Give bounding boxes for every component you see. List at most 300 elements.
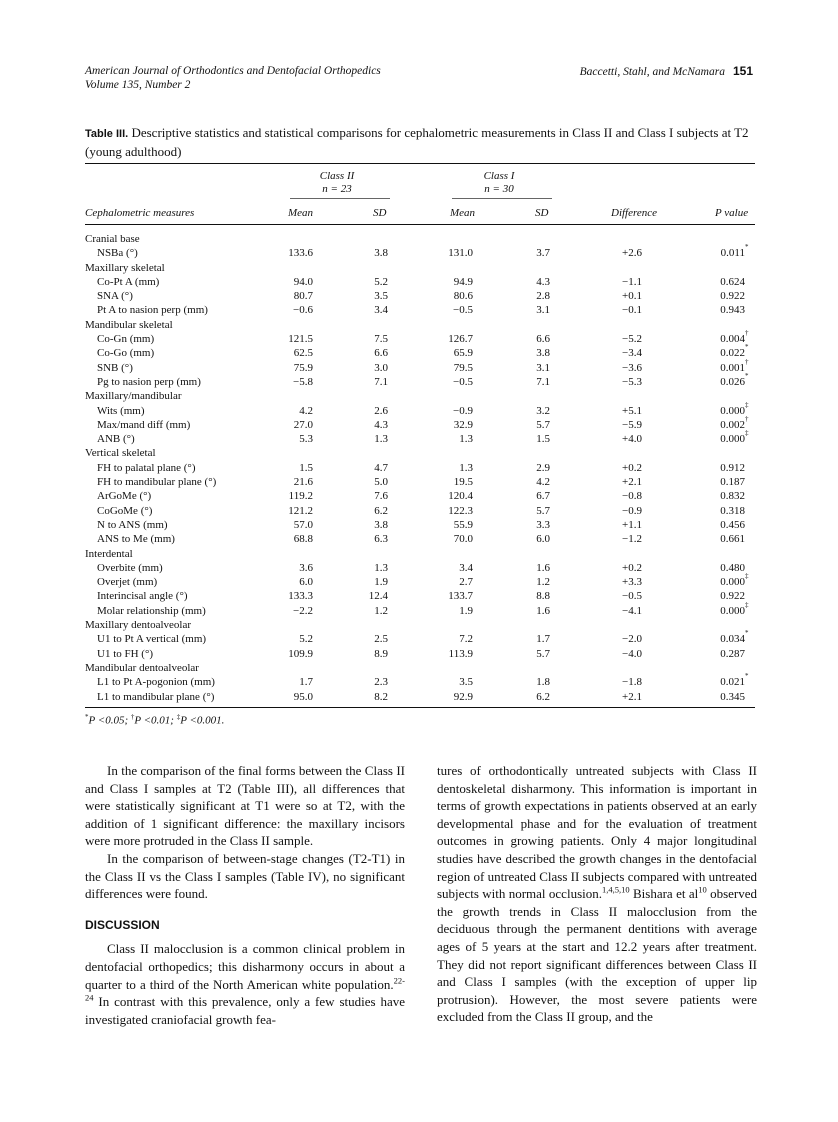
footnote-symbol: * xyxy=(85,713,89,721)
p-value: 0.000 xyxy=(720,604,745,617)
table-caption-text: Descriptive statistics and statistical comparisons for cephalometric measurements in Class II and Class I subjects at T2 (young adulthood) xyxy=(85,125,749,159)
significance-mark: ‡ xyxy=(745,400,749,409)
class-ii-sd-cell: 3.0 xyxy=(374,361,388,374)
citation: 22-24 xyxy=(85,975,405,1003)
class-ii-sd-cell: 7.1 xyxy=(374,375,388,388)
class-i-mean-cell: −0.9 xyxy=(453,404,473,417)
class-i-mean-cell: 3.5 xyxy=(459,676,473,689)
difference-cell: −4.0 xyxy=(622,647,642,660)
p-value: 0.034 xyxy=(720,633,745,646)
paragraph xyxy=(437,762,757,1026)
class-ii-sd-cell: 7.6 xyxy=(374,490,388,503)
paragraph: In the comparison of between-stage changes (T2-T1) in the Class II vs the Class I samples (Table IV), no significant differences were found. xyxy=(85,850,405,902)
class-ii-mean-cell: 21.6 xyxy=(293,476,313,489)
p-value: 0.912 xyxy=(720,461,745,474)
text: Class II malocclusion is a common clinical problem in dentofacial orthopedics; this disharmony occurs in about a quarter to a third of the North American white population. xyxy=(85,941,405,992)
significance-mark: † xyxy=(745,329,749,338)
section-label: Maxillary/mandibular xyxy=(85,390,182,403)
section-label: Mandibular skeletal xyxy=(85,318,173,331)
class-ii-sd-cell: 2.5 xyxy=(374,633,388,646)
class-ii-sd-cell: 2.3 xyxy=(374,676,388,689)
footnote-text: P <0.001. xyxy=(180,714,225,727)
difference-cell: +3.3 xyxy=(622,576,642,589)
difference-cell: +5.1 xyxy=(622,404,642,417)
col-header-sd: SD xyxy=(535,207,549,219)
p-value: 0.000 xyxy=(720,576,745,589)
difference-cell: −2.0 xyxy=(622,633,642,646)
difference-cell: +2.6 xyxy=(622,247,642,260)
measure-label: Co-Gn (mm) xyxy=(97,333,155,346)
p-value-cell xyxy=(720,275,745,289)
p-value-cell xyxy=(720,572,749,589)
p-value: 0.026 xyxy=(720,375,745,388)
class-ii-sd-cell: 1.9 xyxy=(374,576,388,589)
group-n: n = 30 xyxy=(484,183,514,195)
difference-cell: −5.3 xyxy=(622,375,642,388)
group-name: Class II xyxy=(319,170,355,182)
measure-label: L1 to mandibular plane (°) xyxy=(97,690,215,703)
p-value: 0.318 xyxy=(720,504,745,517)
class-ii-mean-cell: −5.8 xyxy=(293,375,313,388)
class-i-sd-cell: 6.2 xyxy=(536,690,550,703)
authors: Baccetti, Stahl, and McNamara xyxy=(579,66,725,78)
measure-label: Max/mand diff (mm) xyxy=(97,418,191,431)
class-i-mean-cell: 70.0 xyxy=(453,533,473,546)
class-i-mean-cell: 55.9 xyxy=(453,518,473,531)
p-value-cell xyxy=(720,561,745,575)
difference-cell: +4.0 xyxy=(622,433,642,446)
class-i-mean-cell: 2.7 xyxy=(459,576,473,589)
p-value: 0.021 xyxy=(720,676,745,689)
text: In contrast with this prevalence, only a few studies have investigated craniofacial growth fea- xyxy=(85,994,405,1027)
p-value: 0.922 xyxy=(720,290,745,303)
measure-label: ANB (°) xyxy=(97,433,135,446)
class-ii-mean-cell: 75.9 xyxy=(293,361,313,374)
class-i-sd-cell: 1.8 xyxy=(536,676,550,689)
class-ii-sd-cell: 4.3 xyxy=(374,418,388,431)
class-ii-sd-cell: 3.4 xyxy=(374,304,388,317)
col-header-mean: Mean xyxy=(450,207,476,219)
p-value: 0.922 xyxy=(720,590,745,603)
difference-cell: −3.4 xyxy=(622,347,642,360)
footnote-symbol: ‡ xyxy=(176,713,181,721)
significance-mark: † xyxy=(745,414,749,423)
p-value: 0.661 xyxy=(720,533,745,546)
measure-label: SNB (°) xyxy=(97,361,133,374)
class-i-mean-cell: −0.5 xyxy=(453,304,473,317)
text: Bishara et al xyxy=(629,886,699,902)
significance-mark: ‡ xyxy=(745,572,749,581)
table-row xyxy=(85,357,755,375)
p-value-cell xyxy=(720,461,745,475)
p-value-cell xyxy=(720,489,745,503)
class-i-mean-cell: 122.3 xyxy=(448,504,473,517)
class-i-sd-cell: 5.7 xyxy=(536,504,550,517)
significance-mark: ‡ xyxy=(745,600,749,609)
class-ii-mean-cell: 1.7 xyxy=(299,676,313,689)
p-value: 0.011 xyxy=(720,247,745,260)
p-value-cell xyxy=(720,518,745,532)
group-name: Class I xyxy=(483,170,515,182)
class-i-mean-cell: 3.4 xyxy=(459,561,473,574)
class-ii-mean-cell: −2.2 xyxy=(293,604,313,617)
class-i-mean-cell: 120.4 xyxy=(448,490,473,503)
class-ii-sd-cell: 1.3 xyxy=(374,561,388,574)
p-value: 0.004 xyxy=(720,333,745,346)
class-i-sd-cell: 5.7 xyxy=(536,647,550,660)
class-i-sd-cell: 4.3 xyxy=(536,275,550,288)
table-row xyxy=(85,572,755,589)
difference-cell: −0.8 xyxy=(622,490,642,503)
table-bottom-rule xyxy=(85,707,755,708)
difference-cell: −0.9 xyxy=(622,504,642,517)
table-body xyxy=(85,232,755,704)
class-i-mean-cell: 7.2 xyxy=(459,633,473,646)
class-ii-mean-cell: 27.0 xyxy=(293,418,313,431)
class-ii-mean-cell: 6.0 xyxy=(299,576,313,589)
class-ii-sd-cell: 3.8 xyxy=(374,247,388,260)
class-ii-sd-cell: 5.2 xyxy=(374,275,388,288)
body-column-right xyxy=(437,762,757,1026)
p-value-cell xyxy=(720,371,749,389)
class-i-sd-cell: 1.6 xyxy=(536,561,550,574)
table-row xyxy=(85,672,755,689)
class-i-sd-cell: 7.1 xyxy=(536,375,550,388)
measure-label: FH to mandibular plane (°) xyxy=(97,476,217,489)
p-value-cell xyxy=(720,303,745,317)
difference-cell: +2.1 xyxy=(622,690,642,703)
class-ii-sd-cell: 6.3 xyxy=(374,533,388,546)
group-header-class-i xyxy=(459,170,539,196)
p-value: 0.456 xyxy=(720,518,745,531)
p-value-cell xyxy=(720,629,749,646)
significance-mark: * xyxy=(745,343,749,352)
group-rule xyxy=(452,198,552,199)
col-header-sd: SD xyxy=(373,207,387,219)
p-value-cell xyxy=(720,329,749,346)
class-i-sd-cell: 3.1 xyxy=(536,304,550,317)
class-i-mean-cell: 19.5 xyxy=(453,476,473,489)
p-value-cell xyxy=(720,357,749,375)
table-header-rule xyxy=(85,224,755,225)
p-value: 0.624 xyxy=(720,275,745,288)
measure-label: U1 to FH (°) xyxy=(97,647,154,660)
class-ii-sd-cell: 6.6 xyxy=(374,347,388,360)
table-row xyxy=(85,461,755,475)
col-header-measure: Cephalometric measures xyxy=(85,207,195,219)
class-i-sd-cell: 8.8 xyxy=(536,590,550,603)
p-value-cell xyxy=(720,414,749,432)
class-i-mean-cell: 79.5 xyxy=(453,361,473,374)
paragraph xyxy=(85,940,405,1028)
class-ii-mean-cell: 119.2 xyxy=(288,490,313,503)
p-value-cell xyxy=(720,672,749,689)
p-value: 0.000 xyxy=(720,404,745,417)
class-ii-sd-cell: 3.5 xyxy=(374,290,388,303)
class-i-sd-cell: 6.7 xyxy=(536,490,550,503)
table-row xyxy=(85,532,755,546)
difference-cell: +0.2 xyxy=(622,461,642,474)
class-ii-sd-cell: 1.2 xyxy=(374,604,388,617)
class-i-sd-cell: 6.6 xyxy=(536,333,550,346)
footnote-text: P <0.01; xyxy=(134,714,177,727)
class-i-mean-cell: 92.9 xyxy=(453,690,473,703)
class-ii-sd-cell: 7.5 xyxy=(374,333,388,346)
class-i-mean-cell: 126.7 xyxy=(448,333,473,346)
p-value-cell xyxy=(720,475,745,489)
section-label: Cranial base xyxy=(85,233,140,245)
table-section-row xyxy=(85,446,755,460)
significance-mark: * xyxy=(745,371,749,380)
text: tures of orthodontically untreated subjects with Class II dentoskeletal disharmony. This information is important in terms of growth expectations in patients observed at an early developmental phase and for the evaluation of treatment outcomes in growing patients. Only 4 major longitudinal studies have described the growth changes in the dentofacial region of untreated Class II subjects compared with untreated subjects with normal occlusion. xyxy=(437,763,757,902)
class-ii-sd-cell: 12.4 xyxy=(368,590,388,603)
p-value-cell xyxy=(720,343,749,360)
class-i-mean-cell: −0.5 xyxy=(453,375,473,388)
table-row xyxy=(85,504,755,518)
class-i-mean-cell: 1.3 xyxy=(459,433,473,446)
table-row xyxy=(85,489,755,503)
footnote-symbol: † xyxy=(130,713,135,721)
class-ii-sd-cell: 8.2 xyxy=(374,690,388,703)
class-i-sd-cell: 1.5 xyxy=(536,433,550,446)
significance-mark: † xyxy=(745,357,749,366)
measure-label: N to ANS (mm) xyxy=(97,518,168,531)
measure-label: U1 to Pt A vertical (mm) xyxy=(97,633,207,646)
class-ii-sd-cell: 4.7 xyxy=(374,461,388,474)
difference-cell: +0.1 xyxy=(622,290,642,303)
difference-cell: −0.5 xyxy=(622,590,642,603)
body-column-left xyxy=(85,762,405,1028)
section-label: Vertical skeletal xyxy=(85,447,156,460)
table-row xyxy=(85,303,755,317)
class-i-mean-cell: 94.9 xyxy=(453,275,473,288)
citation: 10 xyxy=(698,884,707,895)
p-value-cell xyxy=(720,400,749,418)
p-value-cell xyxy=(720,690,745,704)
class-ii-mean-cell: 121.2 xyxy=(288,504,313,517)
measure-label: Wits (mm) xyxy=(97,404,145,417)
table-section-row xyxy=(85,232,755,246)
table-row xyxy=(85,400,755,418)
class-i-sd-cell: 3.2 xyxy=(536,404,550,417)
class-ii-mean-cell: 62.5 xyxy=(293,347,313,360)
p-value-cell xyxy=(720,504,745,518)
class-ii-mean-cell: −0.6 xyxy=(293,304,313,317)
table-row xyxy=(85,518,755,532)
table-row xyxy=(85,414,755,432)
table-section-row xyxy=(85,661,755,675)
class-ii-mean-cell: 121.5 xyxy=(288,333,313,346)
significance-mark: * xyxy=(745,629,749,638)
text: observed the growth trends in Class II malocclusion from the deciduous through the permanent dentitions with average ages of 5 years at the start and 12.2 years after treatment. They did not report significant differences between Class II and Class I samples (with the exception of upper lip protrusion). However, the most severe patients were excluded from the Class II group, and the xyxy=(437,886,757,1025)
difference-cell: −1.2 xyxy=(622,533,642,546)
table-section-row xyxy=(85,389,755,403)
class-ii-mean-cell: 109.9 xyxy=(288,647,313,660)
class-ii-mean-cell: 68.8 xyxy=(293,533,313,546)
class-ii-mean-cell: 1.5 xyxy=(299,461,313,474)
class-ii-sd-cell: 2.6 xyxy=(374,404,388,417)
difference-cell: −0.1 xyxy=(622,304,642,317)
table-section-row xyxy=(85,547,755,561)
significance-mark: ‡ xyxy=(745,429,749,438)
table-top-rule xyxy=(85,163,755,164)
p-value: 0.480 xyxy=(720,561,745,574)
table-row xyxy=(85,343,755,360)
col-header-p-value: P value xyxy=(715,207,749,219)
class-ii-mean-cell: 94.0 xyxy=(293,275,313,288)
table-row xyxy=(85,690,755,704)
section-label: Maxillary skeletal xyxy=(85,261,165,274)
p-value-cell xyxy=(720,600,749,618)
p-value: 0.943 xyxy=(720,304,745,317)
measure-label: ANS to Me (mm) xyxy=(97,533,175,546)
difference-cell: +1.1 xyxy=(622,518,642,531)
class-ii-sd-cell: 8.9 xyxy=(374,647,388,660)
measure-label: Pg to nasion perp (mm) xyxy=(97,375,201,388)
p-value: 0.001 xyxy=(720,361,745,374)
difference-cell: +0.2 xyxy=(622,561,642,574)
p-value-cell xyxy=(720,429,749,446)
class-i-sd-cell: 3.8 xyxy=(536,347,550,360)
section-label: Interdental xyxy=(85,547,133,560)
class-i-sd-cell: 3.1 xyxy=(536,361,550,374)
class-i-sd-cell: 1.6 xyxy=(536,604,550,617)
class-i-mean-cell: 131.0 xyxy=(448,247,473,260)
class-i-mean-cell: 65.9 xyxy=(453,347,473,360)
paragraph: In the comparison of the final forms between the Class II and Class I samples at T2 (Table III), all differences that were statistically significant at T1 were so at T2, with the addition of 1 significant difference: the maxillary incisors were more protruded in the Class II sample. xyxy=(85,763,405,849)
group-n: n = 23 xyxy=(322,183,352,195)
measure-label: ArGoMe (°) xyxy=(97,490,152,503)
significance-mark: * xyxy=(745,243,749,252)
p-value-cell xyxy=(720,532,745,546)
class-i-mean-cell: 80.6 xyxy=(453,290,473,303)
measure-label: Molar relationship (mm) xyxy=(97,604,206,617)
footnote-text: P <0.05; xyxy=(88,714,131,727)
difference-cell: +2.1 xyxy=(622,476,642,489)
table-row xyxy=(85,600,755,618)
class-ii-mean-cell: 80.7 xyxy=(293,290,313,303)
class-i-sd-cell: 6.0 xyxy=(536,533,550,546)
measure-label: Overjet (mm) xyxy=(97,576,158,589)
table-row xyxy=(85,647,755,661)
class-i-sd-cell: 1.7 xyxy=(536,633,550,646)
measure-label: CoGoMe (°) xyxy=(97,504,153,517)
class-ii-mean-cell: 95.0 xyxy=(293,690,313,703)
significance-mark: * xyxy=(745,672,749,681)
class-i-sd-cell: 1.2 xyxy=(536,576,550,589)
table-row xyxy=(85,561,755,575)
class-i-mean-cell: 113.9 xyxy=(448,647,473,660)
class-ii-sd-cell: 3.8 xyxy=(374,518,388,531)
p-value-cell xyxy=(720,589,745,603)
table-row xyxy=(85,589,755,603)
page-number: 151 xyxy=(732,64,753,78)
p-value: 0.002 xyxy=(720,418,745,431)
table-row xyxy=(85,289,755,303)
table-row xyxy=(85,629,755,646)
class-i-sd-cell: 2.8 xyxy=(536,290,550,303)
p-value: 0.022 xyxy=(720,347,745,360)
measure-label: Co-Go (mm) xyxy=(97,347,155,360)
table-section-row xyxy=(85,318,755,332)
p-value-cell xyxy=(720,289,745,303)
table-row xyxy=(85,275,755,289)
class-ii-mean-cell: 133.3 xyxy=(288,590,313,603)
class-ii-mean-cell: 3.6 xyxy=(299,561,313,574)
running-header-authors xyxy=(580,64,753,78)
class-ii-mean-cell: 5.3 xyxy=(299,433,313,446)
p-value: 0.345 xyxy=(720,690,745,703)
col-header-mean: Mean xyxy=(288,207,314,219)
difference-cell: −3.6 xyxy=(622,361,642,374)
class-ii-sd-cell: 5.0 xyxy=(374,476,388,489)
p-value-cell xyxy=(720,647,745,661)
measure-label: SNA (°) xyxy=(97,290,133,303)
class-ii-mean-cell: 133.6 xyxy=(288,247,313,260)
p-value: 0.000 xyxy=(720,433,745,446)
class-ii-mean-cell: 57.0 xyxy=(293,518,313,531)
class-i-mean-cell: 1.3 xyxy=(459,461,473,474)
table-row xyxy=(85,329,755,346)
journal-name: American Journal of Orthodontics and Dentofacial Orthopedics xyxy=(85,65,381,77)
class-i-mean-cell: 1.9 xyxy=(459,604,473,617)
table-label: Table III. xyxy=(85,128,129,140)
class-i-sd-cell: 4.2 xyxy=(536,476,550,489)
table-section-row xyxy=(85,618,755,632)
table-row xyxy=(85,429,755,446)
section-label: Mandibular dentoalveolar xyxy=(85,661,199,674)
class-ii-sd-cell: 1.3 xyxy=(374,433,388,446)
table-section-row xyxy=(85,261,755,275)
measure-label: Overbite (mm) xyxy=(97,561,163,574)
measure-label: Pt A to nasion perp (mm) xyxy=(97,304,208,317)
table-caption xyxy=(85,124,755,160)
p-value: 0.287 xyxy=(720,647,745,660)
citation: 1,4,5,10 xyxy=(602,884,630,895)
difference-cell: −1.1 xyxy=(622,275,642,288)
class-i-sd-cell: 3.7 xyxy=(536,247,550,260)
measure-label: Interincisal angle (°) xyxy=(97,590,188,603)
group-header-class-ii xyxy=(297,170,377,196)
class-ii-sd-cell: 6.2 xyxy=(374,504,388,517)
col-header-difference: Difference xyxy=(611,207,658,219)
class-i-sd-cell: 5.7 xyxy=(536,418,550,431)
running-header-journal xyxy=(85,64,381,92)
table-row xyxy=(85,475,755,489)
table-row xyxy=(85,371,755,389)
p-value-cell xyxy=(720,243,749,260)
difference-cell: −5.2 xyxy=(622,333,642,346)
class-i-mean-cell: 32.9 xyxy=(453,418,473,431)
p-value: 0.832 xyxy=(720,490,745,503)
section-heading: DISCUSSION xyxy=(85,917,160,932)
section-label: Maxillary dentoalveolar xyxy=(85,619,191,632)
difference-cell: −4.1 xyxy=(622,604,642,617)
difference-cell: −5.9 xyxy=(622,418,642,431)
class-i-sd-cell: 3.3 xyxy=(536,518,550,531)
journal-volume: Volume 135, Number 2 xyxy=(85,79,191,91)
table-row xyxy=(85,243,755,260)
group-rule xyxy=(290,198,390,199)
class-i-sd-cell: 2.9 xyxy=(536,461,550,474)
measure-label: L1 to Pt A-pogonion (mm) xyxy=(97,676,215,689)
class-ii-mean-cell: 5.2 xyxy=(299,633,313,646)
class-ii-mean-cell: 4.2 xyxy=(299,404,313,417)
p-value: 0.187 xyxy=(720,476,745,489)
measure-label: FH to palatal plane (°) xyxy=(97,461,196,474)
table-footnote xyxy=(85,713,224,727)
difference-cell: −1.8 xyxy=(622,676,642,689)
